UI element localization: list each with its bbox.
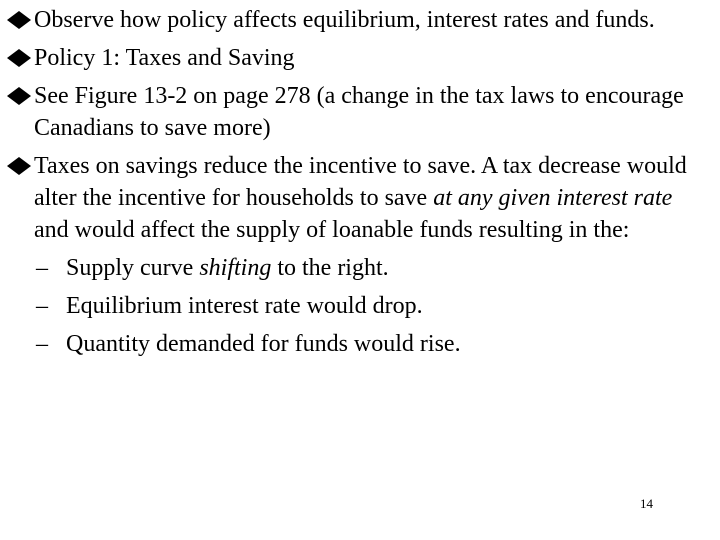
- bullet-text: Policy 1: Taxes and Saving: [34, 45, 295, 71]
- sub-bullet-text: Quantity demanded for funds would rise.: [66, 331, 461, 357]
- dash-bullet: –: [36, 293, 48, 319]
- sub-bullet-text-part: Supply curve: [66, 255, 200, 281]
- sub-bullet-text-italic: shifting: [199, 255, 272, 281]
- diamond-bullet-icon: [7, 11, 31, 29]
- bullet-text: See Figure 13-2 on page 278 (a change in the tax laws to encourage Canadians to save more): [34, 83, 684, 141]
- bullet-list: [6, 4, 706, 360]
- diamond-bullet-icon: [7, 157, 31, 175]
- sub-bullet-text: Equilibrium interest rate would drop.: [66, 293, 423, 319]
- bullet-text-part: Taxes on savings reduce the incentive to save. A tax decrease would alter the incentive for households to save: [34, 153, 687, 211]
- sub-bullet-item: [34, 290, 706, 322]
- sub-bullet-item: [34, 328, 706, 360]
- bullet-text: Observe how policy affects equilibrium, interest rates and funds.: [34, 7, 655, 33]
- dash-bullet: –: [36, 255, 48, 281]
- bullet-item: [6, 80, 706, 144]
- diamond-bullet-icon: [7, 49, 31, 67]
- bullet-item: [6, 42, 706, 74]
- sub-bullet-text-part: to the right.: [271, 255, 389, 281]
- dash-bullet: –: [36, 331, 48, 357]
- sub-bullet-list: [34, 252, 706, 360]
- bullet-item: [6, 150, 706, 360]
- bullet-text-part: and would affect the supply of loanable funds resulting in the:: [34, 217, 630, 243]
- diamond-bullet-icon: [7, 87, 31, 105]
- sub-bullet-item: [34, 252, 706, 284]
- bullet-text-italic: at any given interest rate: [433, 185, 673, 211]
- bullet-item: [6, 4, 706, 36]
- page-number: 14: [640, 496, 653, 511]
